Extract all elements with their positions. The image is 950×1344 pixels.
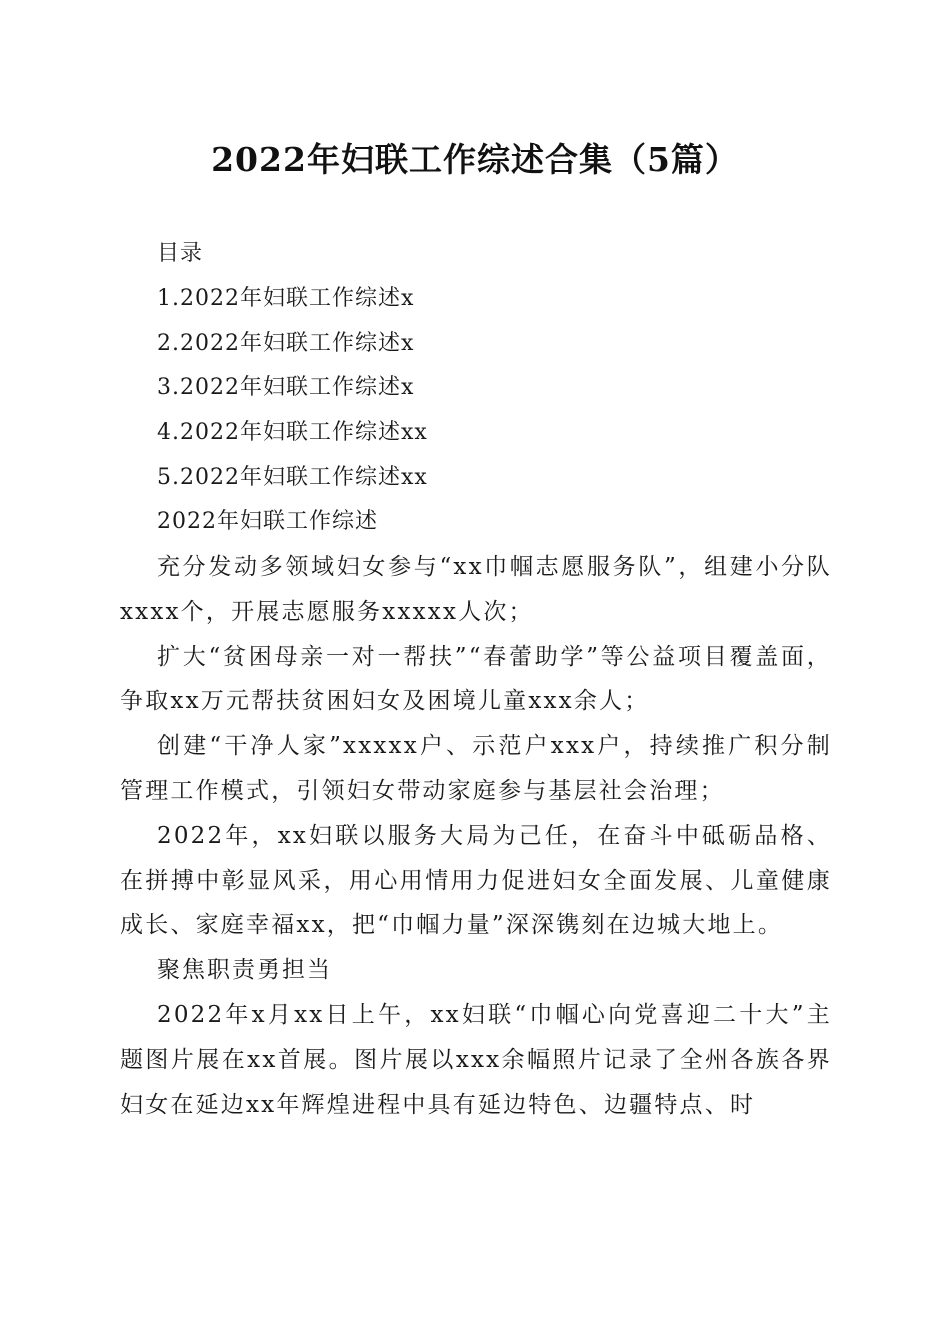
document-title: 2022年妇联工作综述合集（5篇） bbox=[211, 140, 739, 179]
body-text bbox=[120, 545, 832, 1127]
table-of-contents bbox=[157, 232, 857, 501]
paragraph: 充分发动多领域妇女参与“xx巾帼志愿服务队”，组建小分队xxxx个，开展志愿服务xxxxx人次； bbox=[120, 554, 832, 625]
toc-item: 5.2022年妇联工作综述xx bbox=[157, 464, 428, 490]
toc-item: 4.2022年妇联工作综述xx bbox=[157, 420, 428, 446]
paragraph: 扩大“贫困母亲一对一帮扶”“春蕾助学”等公益项目覆盖面，争取xx万元帮扶贫困妇女及困境儿童xxx余人； bbox=[120, 643, 832, 715]
section-title: 2022年妇联工作综述 bbox=[157, 509, 378, 534]
paragraph: 2022年，xx妇联以服务大局为己任，在奋斗中砥砺品格、在拼搏中彰显风采，用心用情用力促进妇女全面发展、儿童健康成长、家庭幸福xx，把“巾帼力量”深深镌刻在边城大地上。 bbox=[120, 822, 832, 939]
section-heading: 聚焦职责勇担当 bbox=[157, 957, 332, 984]
toc-item: 3.2022年妇联工作综述x bbox=[157, 375, 415, 401]
toc-item: 2.2022年妇联工作综述x bbox=[157, 330, 415, 356]
paragraph: 2022年x月xx日上午，xx妇联“巾帼心向党喜迎二十大”主题图片展在xx首展。图片展以xxx余幅照片记录了全州各族各界妇女在延边xx年辉煌进程中具有延边特色、边疆特点、时 bbox=[120, 1001, 832, 1118]
toc-item: 1.2022年妇联工作综述x bbox=[157, 285, 415, 311]
paragraph: 创建“干净人家”xxxxx户、示范户xxx户，持续推广积分制管理工作模式，引领妇女带动家庭参与基层社会治理； bbox=[120, 733, 832, 804]
toc-heading: 目录 bbox=[157, 241, 204, 266]
